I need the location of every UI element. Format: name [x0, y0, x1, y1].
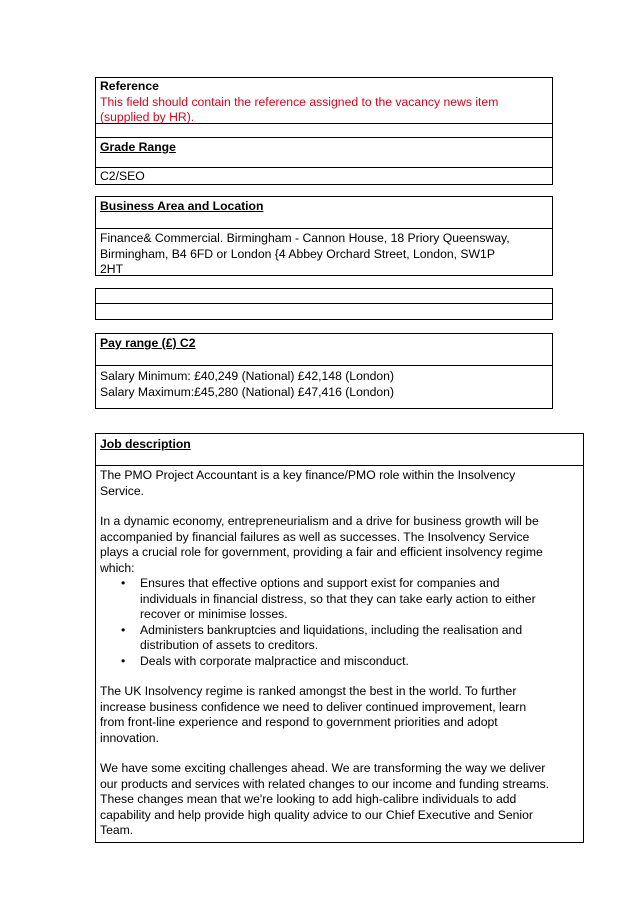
bullet-item: [140, 623, 579, 654]
job-paragraph-4-line-2: our products and services with related changes to our income and funding streams.: [100, 776, 550, 791]
bullet-item: [140, 576, 579, 623]
grade-heading-cell: [96, 138, 552, 168]
job-paragraph-3-line-4: innovation.: [100, 730, 159, 745]
bullet-1-line-3: recover or minimise losses.: [140, 607, 288, 621]
empty-row-1: [96, 289, 552, 304]
job-paragraph-2-line-4: which:: [100, 560, 135, 575]
location-heading-cell: [96, 197, 552, 229]
grade-value: C2/SEO: [100, 169, 145, 183]
job-description-table: [95, 433, 584, 843]
bullet-3-line-1: • Deals with corporate malpractice and misconduct.: [140, 653, 409, 668]
job-paragraph-1-line-2: Service.: [100, 483, 145, 498]
reference-note-line-2: (supplied by HR).: [100, 110, 195, 124]
location-table: [95, 196, 553, 276]
job-body-cell: [96, 466, 583, 842]
empty-table: [95, 288, 553, 320]
location-line-1: Finance& Commercial. Birmingham - Cannon House, 18 Priory Queensway,: [100, 231, 510, 245]
job-paragraph-3-line-2: increase business confidence we need to deliver continued improvement, learn: [100, 699, 527, 714]
reference-note-line-1: This field should contain the reference assigned to the vacancy news item: [100, 94, 499, 109]
job-paragraph-4-line-1: We have some exciting challenges ahead. We are transforming the way we deliver: [100, 761, 546, 775]
pay-min: Salary Minimum: £40,249 (National) £42,148 (London): [100, 369, 395, 383]
job-paragraph-2-line-3: plays a crucial role for government, providing a fair and efficient insolvency regime: [100, 545, 543, 559]
location-value-cell: [96, 229, 552, 275]
bullet-1-line-2: individuals in financial distress, so that they can take early action to either: [140, 591, 536, 606]
bullet-2-line-2: distribution of assets to creditors.: [140, 638, 319, 652]
reference-grade-table: [95, 77, 553, 185]
job-paragraph-2-line-1: In a dynamic economy, entrepreneurialism and a drive for business growth will be: [100, 514, 539, 528]
job-paragraph-1-line-1: The PMO Project Accountant is a key finance/PMO role within the Insolvency: [100, 468, 516, 482]
location-line-3: 2HT: [100, 262, 124, 276]
job-paragraph-4-line-4: capability and help provide high quality advice to our Chief Executive and Senior: [100, 807, 533, 822]
job-paragraph-4-line-5: Team.: [100, 823, 134, 837]
grade-heading: Grade Range: [100, 140, 176, 154]
job-heading-cell: [96, 434, 583, 466]
job-paragraph-2-line-2: accompanied by financial failures as well as successes. The Insolvency Service: [100, 529, 530, 544]
pay-max: Salary Maximum:£45,280 (National) £47,416 (London): [100, 384, 395, 399]
pay-value-cell: [96, 366, 552, 408]
job-paragraph-3-line-3: from front-line experience and respond to government priorities and adopt: [100, 715, 498, 729]
bullet-2-line-1: • Administers bankruptcies and liquidations, including the realisation and: [140, 622, 523, 637]
job-paragraph-4-line-3: These changes mean that we're looking to add high-calibre individuals to add: [100, 792, 517, 806]
empty-row-2: [96, 304, 552, 319]
reference-empty-row: [96, 124, 552, 138]
pay-table: [95, 333, 553, 409]
location-line-2: Birmingham, B4 6FD or London {4 Abbey Orchard Street, London, SW1P: [100, 246, 495, 261]
reference-cell: [96, 78, 552, 124]
bullet-item: [140, 654, 579, 670]
reference-heading: Reference: [100, 79, 159, 93]
bullet-1-line-1: • Ensures that effective options and support exist for companies and: [140, 576, 500, 590]
job-heading: Job description: [100, 437, 191, 451]
pay-heading: Pay range (£) C2: [100, 336, 196, 350]
location-heading: Business Area and Location: [100, 199, 264, 213]
pay-heading-cell: [96, 334, 552, 366]
job-paragraph-3-line-1: The UK Insolvency regime is ranked amongst the best in the world. To further: [100, 684, 517, 698]
job-bullet-list: [100, 576, 579, 669]
grade-value-cell: [96, 168, 552, 184]
